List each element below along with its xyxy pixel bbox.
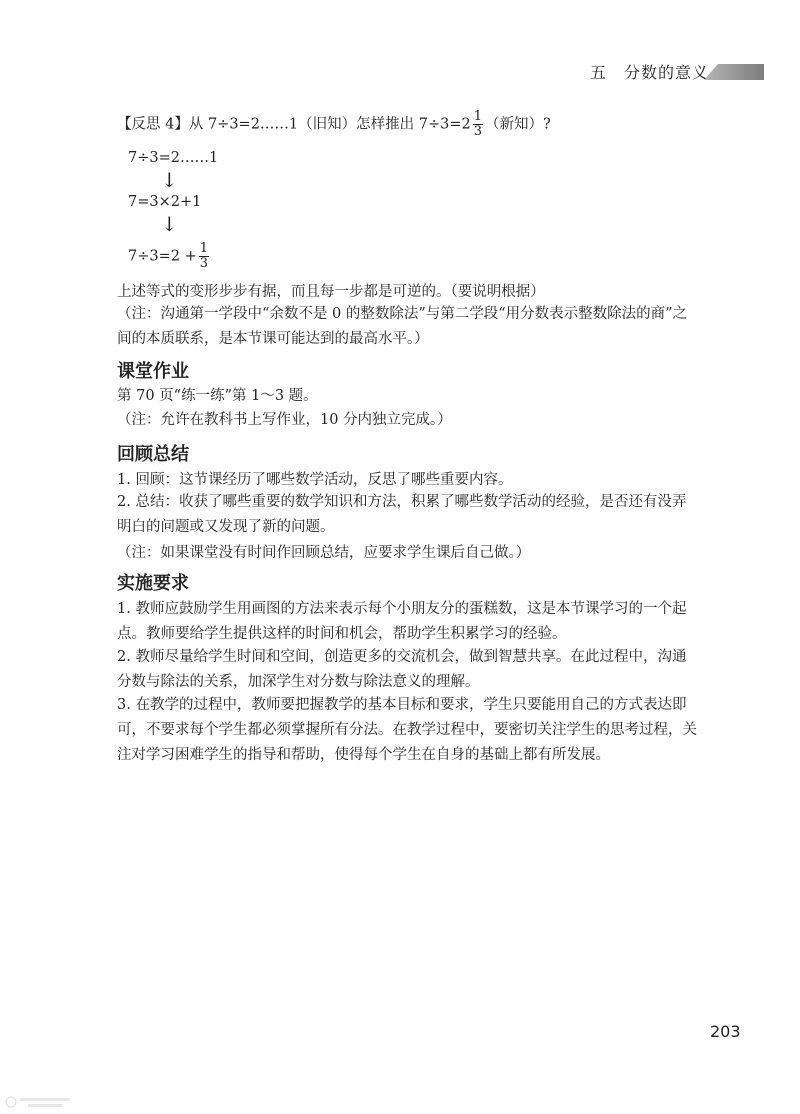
fraction-one-third [199, 242, 209, 271]
step3-prefix: 7÷3=2 + [128, 248, 197, 265]
review-item-1: 1. 回顾：这节课经历了哪些数学活动，反思了哪些重要内容。 [117, 472, 513, 488]
fraction-numerator: 1 [473, 109, 483, 124]
fraction-numerator: 1 [199, 241, 209, 256]
derivation-step-2: 7=3×2+1 [128, 194, 202, 210]
fraction-one-third [473, 110, 483, 139]
classwork-note: （注：允许在教科书上写作业，10 分内独立完成。） [117, 412, 452, 428]
review-note: （注：如果课堂没有时间作回顾总结，应要求学生课后自己做。） [117, 545, 531, 561]
requirement-item-1: 1. 教师应鼓励学生用画图的方法来表示每个小朋友分的蛋糕数，这是本节课学习的一个起点。教师要给学生提供这样的时间和机会，帮助学生积累学习的经验。 [117, 601, 687, 642]
reflection-prefix: 【反思 4】从 7÷3=2……1（旧知）怎样推出 7÷3=2 [117, 116, 471, 133]
down-arrow-icon: ↓ [161, 168, 178, 192]
fraction-denominator: 3 [473, 124, 483, 139]
derivation-step-3 [128, 242, 211, 271]
watermark-logo [4, 1094, 74, 1110]
reflection-question [117, 110, 551, 139]
section-heading-requirements: 实施要求 [117, 573, 189, 594]
page-number: 203 [710, 1022, 741, 1041]
review-item-2: 2. 总结：收获了哪些重要的数学知识和方法，积累了哪些数学活动的经验，是否还有没弄明白的问题或又发现了新的问题。 [117, 494, 687, 535]
page-header [0, 56, 800, 86]
reflection-note: （注：沟通第一学段中“余数不是 0 的整数除法”与第二学段“用分数表示整数除法的商”之间的本质联系，是本节课可能达到的最高水平。） [117, 306, 688, 347]
header-decoration-bar [704, 64, 764, 80]
requirement-item-3: 3. 在教学的过程中，教师要把握教学的基本目标和要求，学生只要能用自己的方式表达即可，不要求每个学生都必须掌握所有分法。在教学过程中，要密切关注学生的思考过程，关注对学习困难学生的指导和帮助，使得每个学生在自身的基础上都有所发展。 [117, 697, 697, 763]
requirement-item-2: 2. 教师尽量给学生时间和空间，创造更多的交流机会，做到智慧共享。在此过程中，沟通分数与除法的关系，加深学生对分数与除法意义的理解。 [117, 649, 687, 690]
reflection-explanation: 上述等式的变形步步有据，而且每一步都是可逆的。（要说明根据） [117, 284, 545, 300]
reflection-suffix: （新知）? [485, 116, 551, 133]
fraction-denominator: 3 [199, 256, 209, 271]
section-heading-classwork: 课堂作业 [117, 361, 189, 382]
section-heading-review: 回顾总结 [117, 444, 189, 465]
down-arrow-icon: ↓ [161, 212, 178, 236]
classwork-line-1: 第 70 页“练一练”第 1～3 题。 [117, 388, 318, 404]
derivation-step-1: 7÷3=2……1 [128, 150, 219, 166]
chapter-title: 五 分数的意义 [590, 63, 710, 82]
